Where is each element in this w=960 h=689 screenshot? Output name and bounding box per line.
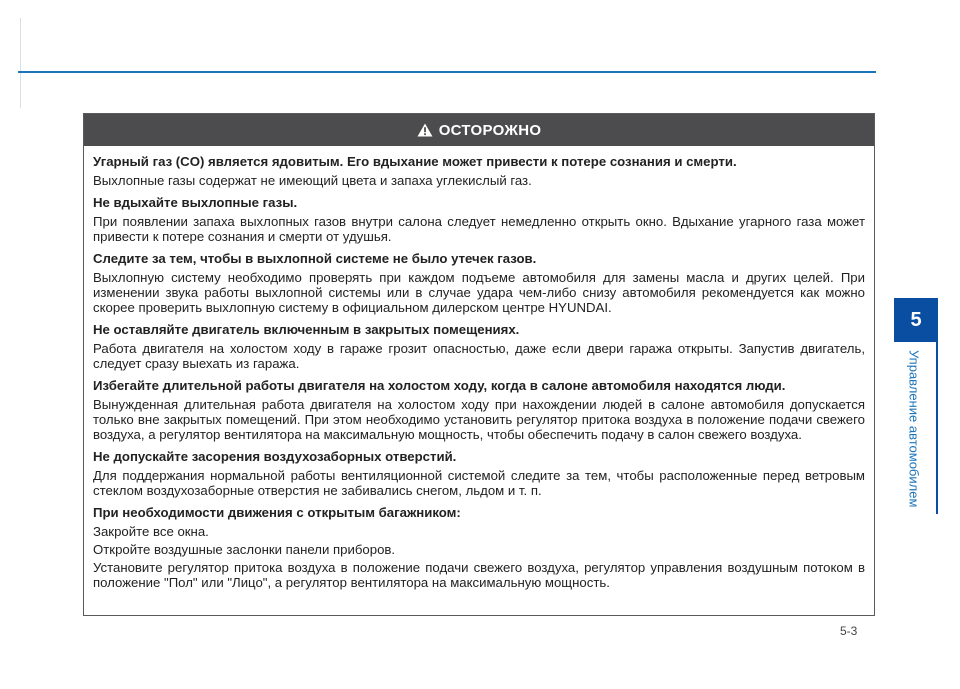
section-title: Угарный газ (CO) является ядовитым. Его вдыхание может привести к потере сознания и смерти. [93,154,737,169]
section-paragraph: Работа двигателя на холостом ходу в гараже грозит опасностью, даже если двери гаража открыты. Запустив двигатель, следует сразу выехать из гаража. [93,341,865,371]
section-title: При необходимости движения с открытым багажником: [93,505,461,520]
section-title: Не вдыхайте выхлопные газы. [93,195,298,210]
section-title: Не допускайте засорения воздухозаборных отверстий. [93,449,457,464]
warning-section [93,505,865,590]
section-paragraph: Установите регулятор притока воздуха в положение подачи свежего воздуха, регулятор управления воздушным потоком в положение "Пол" или "Лицо", а регулятор вентилятора на максимальную мощность. [93,560,865,590]
section-paragraph: Откройте воздушные заслонки панели приборов. [93,542,396,557]
warning-section [93,322,865,371]
header-rule [18,71,876,73]
warning-triangle-icon [417,123,433,137]
page-margin-line [20,18,21,108]
chapter-tab[interactable] [894,298,938,342]
section-paragraph: При появлении запаха выхлопных газов внутри салона следует немедленно открыть окно. Вдыхание угарного газа может привести к потере сознания и смерти от удушья. [93,214,865,244]
warning-section [93,154,865,188]
section-paragraph: Для поддержания нормальной работы вентиляционной системой следите за тем, чтобы расположенные перед ветровым стеклом воздухозаборные отверстия не забивались снегом, льдом и т. п. [93,468,865,498]
warning-section [93,195,865,244]
page-number: 5-3 [840,624,858,638]
warning-section [93,251,865,315]
warning-title: ОСТОРОЖНО [438,121,542,139]
section-title: Не оставляйте двигатель включенным в закрытых помещениях. [93,322,520,337]
chapter-label [894,342,934,516]
warning-section [93,449,865,498]
chapter-number: 5 [910,308,922,331]
section-paragraph: Закройте все окна. [93,524,209,539]
section-paragraph: Выхлопные газы содержат не имеющий цвета и запаха углекислый газ. [93,173,532,188]
warning-header [84,114,874,146]
warning-box [83,113,875,616]
warning-section [93,378,865,442]
section-paragraph: Выхлопную систему необходимо проверять при каждом подъеме автомобиля для замены масла и других целей. При изменении звука работы выхлопной системы или в случае удара чем-либо снизу автомобиля рекомендуется как можно скорее проверить выхлопную систему в официальном дилерском центре HYUNDAI. [93,270,865,315]
chapter-label-text: Управление автомобилем [906,350,922,508]
section-paragraph: Вынужденная длительная работа двигателя на холостом ходу при нахождении людей в салоне автомобиля допускается только вне закрытых помещений. При этом необходимо установить регулятор притока воздуха в положение подачи свежего воздуха, а регулятор вентилятора на максимальную мощность, чтобы обеспечить подачу в салон свежего воздуха. [93,397,865,442]
warning-body [84,146,874,590]
section-title: Следите за тем, чтобы в выхлопной системе не было утечек газов. [93,251,537,266]
section-title: Избегайте длительной работы двигателя на холостом ходу, когда в салоне автомобиля находятся люди. [93,378,786,393]
chapter-rail [936,298,938,514]
